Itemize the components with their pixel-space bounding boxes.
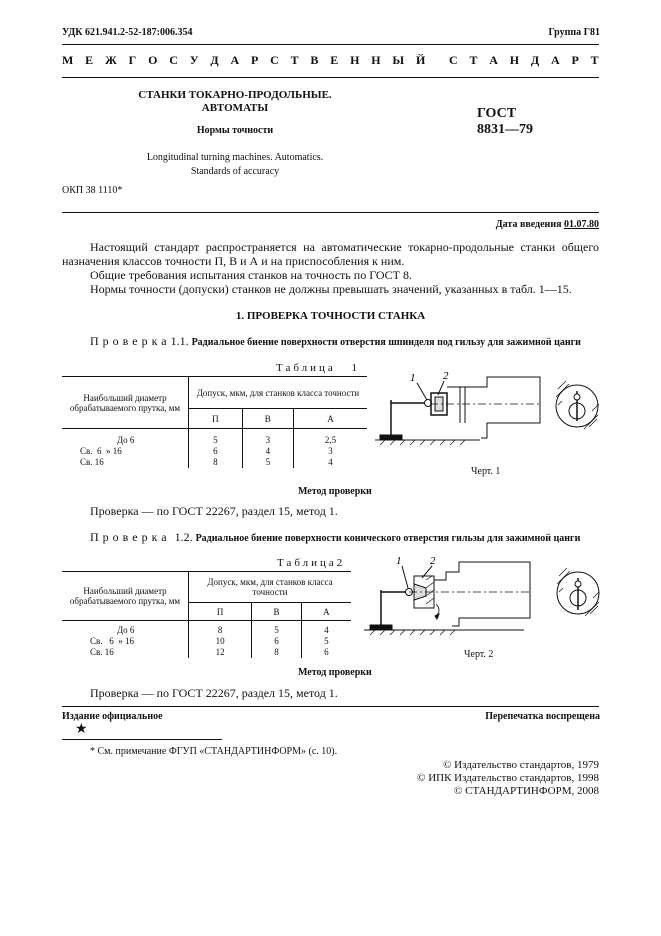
banner-letter: А	[550, 53, 560, 67]
table-row	[62, 457, 367, 468]
introduction-date-label: Дата введения	[495, 219, 562, 230]
english-title-line-2: Standards of accuracy	[190, 166, 280, 177]
row-diameter: До 6	[62, 435, 189, 446]
introduction-date	[496, 219, 599, 230]
row-diameter: Св. 6 » 16	[62, 446, 189, 457]
cell-class-v: 8	[252, 647, 302, 658]
cell-class-p: 6	[189, 446, 243, 457]
method-title: Метод проверки	[298, 486, 372, 497]
table-label: Таблица	[277, 557, 337, 569]
table-number: 2	[336, 557, 346, 569]
table-head-tolerance: Допуск, мкм, для станков класса точности	[189, 572, 352, 603]
banner-letter: А	[230, 53, 240, 67]
tolerance-table-1	[62, 376, 367, 468]
footnote: * См. примечание ФГУП «СТАНДАРТИНФОРМ» (с. 10).	[90, 746, 338, 757]
cell-class-p: 5	[189, 435, 243, 446]
banner-letter: Р	[250, 53, 259, 67]
table-number: 1	[351, 362, 361, 374]
copyright-line: © СТАНДАРТИНФОРМ, 2008	[454, 785, 599, 797]
gost-designation	[477, 106, 533, 138]
title-line-1: СТАНКИ ТОКАРНО-ПРОДОЛЬНЫЕ.	[138, 89, 332, 101]
check-number: 1.1.	[170, 334, 189, 348]
table-2-label	[277, 557, 345, 569]
cell-class-p: 8	[189, 625, 252, 636]
row-diameter: Св. 6 » 16	[62, 636, 189, 647]
figure-1-caption: Черт. 1	[471, 466, 501, 477]
gost-number: 8831—79	[477, 122, 533, 137]
banner-letter: Е	[330, 53, 339, 67]
callout-2: 2	[430, 555, 436, 567]
banner-letter: Е	[85, 53, 94, 67]
cell-class-p: 12	[189, 647, 252, 658]
cell-class-v: 6	[252, 636, 302, 647]
english-title	[100, 151, 370, 179]
banner-letter: Д	[530, 53, 540, 67]
banner-letter: Р	[571, 53, 579, 67]
intro-paragraph: Общие требования испытания станков на точность по ГОСТ 8.	[90, 268, 412, 282]
table-row	[62, 647, 351, 658]
banner-letter: Н	[371, 53, 381, 67]
title-subtitle: Нормы точности	[196, 125, 274, 136]
reprint-prohibited: Перепечатка воспрещена	[485, 711, 600, 722]
banner-letter: М	[62, 53, 74, 67]
row-diameter: До 6	[62, 625, 189, 636]
header-rule-top	[62, 44, 599, 45]
callout-1: 1	[410, 372, 416, 384]
english-title-line-1: Longitudinal turning machines. Automatics.	[146, 152, 324, 163]
banner-letter: С	[169, 53, 178, 67]
cell-class-a: 2,5	[324, 435, 337, 445]
intro-text	[62, 240, 599, 296]
cell-class-a: 3	[328, 446, 333, 456]
cell-class-p: 8	[189, 457, 243, 468]
callout-2: 2	[443, 370, 449, 382]
banner-letter: С	[448, 53, 458, 67]
figure-1-drawing	[375, 363, 601, 455]
method-title: Метод проверки	[298, 667, 372, 678]
check-description: Радиальное биение поверхности конического отверстия гильзы для зажимной цанги	[195, 533, 581, 544]
check-number: 1.2.	[174, 530, 193, 544]
title-line-2: АВТОМАТЫ	[201, 102, 269, 114]
header-rule-bottom	[62, 77, 599, 78]
row-diameter: Св. 16	[62, 457, 189, 468]
table-row	[62, 636, 351, 647]
cell-class-a: 4	[324, 625, 329, 635]
date-rule	[62, 212, 599, 213]
banner-letter: Й	[415, 53, 426, 67]
table-label: Таблица	[276, 362, 336, 374]
banner-letter: В	[310, 53, 319, 67]
base-block	[370, 625, 392, 630]
intro-paragraph: Нормы точности (допуски) станков не должны превышать значений, указанных в табл. 1—15.	[90, 282, 572, 296]
table-row	[62, 435, 367, 446]
footer-rule	[62, 706, 599, 707]
standard-title	[100, 89, 370, 115]
intro-paragraph: Настоящий стандарт распространяется на автоматические токарно-продольные станки общего назначения классов точности П, В и А и на приспособления к ним.	[62, 240, 599, 268]
cell-class-a: 4	[328, 457, 333, 467]
cell-class-a: 6	[324, 647, 329, 657]
banner-letter: Т	[590, 53, 599, 67]
class-header: А	[301, 603, 351, 621]
row-diameter: Св. 16	[62, 647, 189, 658]
table-row	[62, 446, 367, 457]
banner-letter: Г	[128, 53, 137, 67]
banner-letter: О	[148, 53, 158, 67]
official-edition: Издание официальное	[62, 711, 163, 722]
class-header: В	[242, 409, 293, 429]
interstate-standard-banner	[62, 53, 599, 68]
table-head-diameter: Наибольший диаметр обрабатываемого прутка, мм	[62, 377, 189, 429]
table-1-label	[276, 362, 360, 374]
cell-class-v: 3	[242, 435, 293, 446]
udk-code: УДК 621.941.2-52-187:006.354	[62, 27, 193, 38]
method-text: Проверка — по ГОСТ 22267, раздел 15, метод 1.	[90, 504, 338, 518]
base-block	[380, 435, 402, 440]
banner-letter: Т	[469, 53, 478, 67]
cell-class-a: 5	[324, 636, 329, 646]
banner-letter: Т	[290, 53, 299, 67]
okp-code: ОКП 38 1110*	[62, 185, 123, 196]
tolerance-table-2	[62, 571, 351, 658]
copyright-line: © Издательство стандартов, 1979	[443, 759, 599, 771]
banner-letter: А	[489, 53, 498, 67]
banner-letter: Ы	[392, 53, 405, 67]
figure-2-drawing	[364, 548, 601, 640]
copyright-line: © ИПК Издательство стандартов, 1998	[417, 772, 599, 784]
class-header: А	[294, 409, 368, 429]
class-header: В	[252, 603, 302, 621]
method-text: Проверка — по ГОСТ 22267, раздел 15, метод 1.	[90, 686, 338, 700]
star-mark: ★	[75, 722, 88, 737]
banner-letter: Н	[350, 53, 360, 67]
table-row	[62, 625, 351, 636]
banner-letter: Д	[210, 53, 219, 67]
gost-label: ГОСТ	[477, 106, 517, 121]
table-head-diameter: Наибольший диаметр обрабатываемого прутка, мм	[62, 572, 189, 621]
banner-letter: Н	[509, 53, 520, 67]
check-description: Радиальное биение поверхности отверстия шпинделя под гильзу для зажимной цанги	[191, 337, 581, 348]
banner-letter: У	[189, 53, 199, 67]
banner-letter: Ж	[104, 53, 117, 67]
check-1-2-heading	[62, 530, 599, 546]
check-prefix: Проверка	[90, 530, 171, 544]
footnote-rule	[62, 739, 222, 740]
cell-class-p: 10	[189, 636, 252, 647]
class-header: П	[189, 603, 252, 621]
callout-1: 1	[396, 555, 402, 567]
cell-class-v: 4	[242, 446, 293, 457]
banner-letter: С	[270, 53, 279, 67]
introduction-date-value: 01.07.80	[564, 219, 599, 230]
table-head-tolerance: Допуск, мкм, для станков класса точности	[189, 377, 368, 409]
group-code: Группа Г81	[548, 27, 600, 38]
cell-class-v: 5	[242, 457, 293, 468]
cell-class-v: 5	[252, 625, 302, 636]
check-prefix: Проверка	[90, 334, 171, 348]
section-title: 1. ПРОВЕРКА ТОЧНОСТИ СТАНКА	[235, 310, 426, 322]
class-header: П	[189, 409, 243, 429]
check-1-1-heading	[62, 334, 599, 350]
figure-2-caption: Черт. 2	[464, 649, 494, 660]
